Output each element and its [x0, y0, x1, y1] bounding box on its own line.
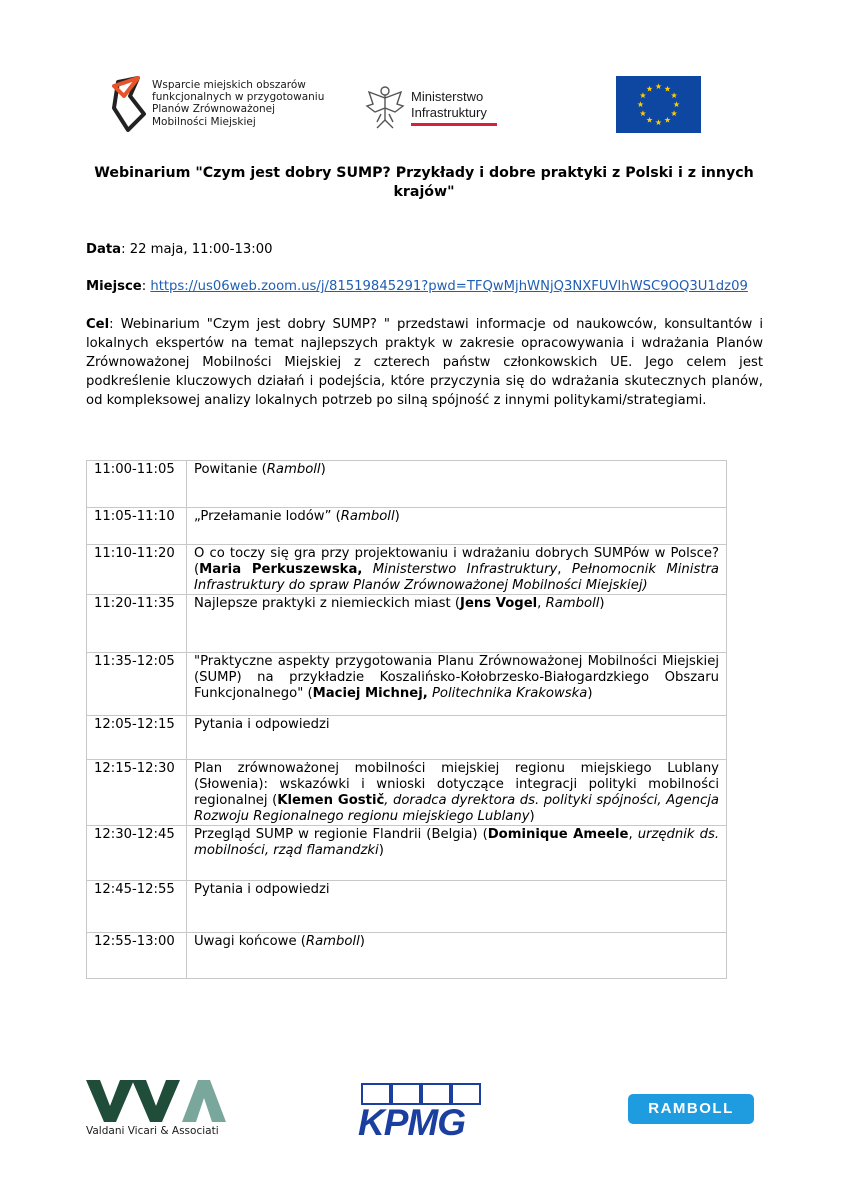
description-text: Uwagi końcowe (: [194, 934, 306, 949]
agenda-description: [187, 760, 727, 826]
agenda-row: [87, 760, 727, 826]
eu-star-icon: [637, 101, 643, 107]
affiliation-text: Ramboll: [340, 509, 395, 524]
description-text: ): [529, 809, 535, 824]
place-label: Miejsce: [86, 279, 142, 294]
eu-star-icon: [664, 86, 670, 92]
agenda-table: [86, 460, 727, 979]
description-text: ): [378, 843, 384, 858]
agenda-description: [187, 545, 727, 595]
description-text: ): [599, 596, 605, 611]
description-text: Pytania i odpowiedzi: [194, 882, 330, 897]
description-text: „Przełamanie lodów” (: [194, 509, 341, 524]
affiliation-text: Pełnomocnik Ministra Infrastruktury do spraw Planów Zrównoważonej Mobilności Miejskiej): [194, 562, 719, 593]
eu-star-icon: [646, 117, 652, 123]
agenda-time: 12:05-12:15: [87, 716, 187, 760]
kpmg-logo: [358, 1082, 490, 1143]
description-text: ,: [628, 827, 638, 842]
agenda-time: 11:10-11:20: [87, 545, 187, 595]
affiliation-text: , doradca dyrektora ds. polityki spójności, Agencja Rozwoju Regionalnego regionu miejskiego Lublany: [194, 793, 719, 824]
eu-star-icon: [664, 117, 670, 123]
speaker-name: Klemen Gostič: [277, 793, 385, 808]
agenda-time: 11:00-11:05: [87, 461, 187, 508]
vva-caption: Valdani Vicari & Associati: [86, 1125, 219, 1137]
agenda-time: 11:20-11:35: [87, 595, 187, 653]
eagle-emblem-icon: [365, 84, 405, 130]
description-text: Pytania i odpowiedzi: [194, 717, 330, 732]
date-value: : 22 maja, 11:00-13:00: [121, 242, 273, 257]
description-text: ): [394, 509, 400, 524]
affiliation-text: Politechnika Krakowska: [427, 686, 588, 701]
agenda-row: [87, 461, 727, 508]
goal-label: Cel: [86, 317, 110, 332]
zoom-link[interactable]: https://us06web.zoom.us/j/81519845291?pwd=TFQwMjhWNjQ3NXFUVlhWSC9OQ3U1dz09: [150, 279, 748, 294]
agenda-time: 11:35-12:05: [87, 653, 187, 716]
eu-star-icon: [646, 86, 652, 92]
agenda-time: 12:45-12:55: [87, 881, 187, 933]
ministry-logo: [365, 84, 515, 134]
eu-star-icon: [655, 83, 661, 89]
description-text: O co toczy się gra przy projektowaniu i wdrażaniu dobrych SUMPów w Polsce? (: [194, 546, 719, 577]
sump-route-icon: [108, 74, 150, 134]
sump-logo-text: Wsparcie miejskich obszarów funkcjonalnych w przygotowaniu Planów Zrównoważonej Mobilności Miejskiej: [152, 79, 325, 128]
agenda-row: [87, 508, 727, 545]
affiliation-text: Ministerstwo Infrastruktury: [362, 562, 558, 577]
description-text: ): [320, 462, 326, 477]
goal-text: : Webinarium "Czym jest dobry SUMP? " przedstawi informacje od naukowców, konsultantów i lokalnych ekspertów na temat najlepszych praktyk w zakresie opracowywania i wdrażania Planów Zrównoważonej Mobilności Miejskiej z czterech państw członkowskich UE. Jego celem jest podkreślenie kluczowych działań i podejścia, które przyczynia się do wdrażania skutecznych planów, od kompleksowej analizy lokalnych potrzeb po silną spójność z innymi politykami/strategiami.: [86, 317, 763, 408]
description-text: Najlepsze praktyki z niemieckich miast (: [194, 596, 461, 611]
eu-star-icon: [640, 110, 646, 116]
vva-mark-icon: [86, 1080, 228, 1122]
agenda-description: [187, 595, 727, 653]
description-text: ,: [557, 562, 572, 577]
speaker-name: Jens Vogel: [460, 596, 538, 611]
document-title: Webinarium "Czym jest dobry SUMP? Przykłady i dobre praktyki z Polski i z innych krajów": [94, 165, 754, 200]
affiliation-text: Ramboll: [266, 462, 321, 477]
agenda-description: [187, 881, 727, 933]
affiliation-text: Ramboll: [545, 596, 600, 611]
ramboll-logo: [628, 1094, 754, 1124]
eu-flag: [616, 76, 701, 133]
ministry-name: Ministerstwo Infrastruktury: [411, 89, 487, 120]
eu-star-icon: [640, 92, 646, 98]
agenda-description: [187, 653, 727, 716]
speaker-name: Maria Perkuszewska,: [199, 562, 363, 577]
agenda-description: [187, 716, 727, 760]
agenda-row: [87, 716, 727, 760]
affiliation-text: Ramboll: [305, 934, 360, 949]
agenda-description: [187, 461, 727, 508]
agenda-row: [87, 653, 727, 716]
ministry-red-bar: [411, 123, 497, 126]
sump-support-logo: [108, 74, 338, 134]
agenda-row: [87, 826, 727, 881]
description-text: Przegląd SUMP w regionie Flandrii (Belgia) (: [194, 827, 488, 842]
date-line: [86, 240, 273, 259]
eu-star-icon: [671, 92, 677, 98]
ramboll-wordmark: RAMBOLL: [648, 1100, 734, 1117]
eu-star-icon: [671, 110, 677, 116]
description-text: "Praktyczne aspekty przygotowania Planu Zrównoważonej Mobilności Miejskiej (SUMP) na przykładzie Koszalińsko-Kołobrzesko-Białogardzkiego Obszaru Funkcjonalnego" (: [194, 654, 719, 701]
agenda-row: [87, 881, 727, 933]
agenda-description: [187, 933, 727, 979]
eu-stars-icon: [616, 76, 701, 133]
speaker-name: Maciej Michnej,: [312, 686, 428, 701]
description-text: ): [359, 934, 365, 949]
agenda-description: [187, 508, 727, 545]
description-text: Powitanie (: [194, 462, 267, 477]
eu-star-icon: [673, 101, 679, 107]
kpmg-wordmark: KPMG: [358, 1102, 465, 1143]
agenda-row: [87, 545, 727, 595]
agenda-time: 12:30-12:45: [87, 826, 187, 881]
agenda-time: 12:55-13:00: [87, 933, 187, 979]
agenda-row: [87, 595, 727, 653]
place-line: [86, 277, 748, 296]
speaker-name: Dominique Ameele: [487, 827, 629, 842]
vva-logo: [86, 1080, 236, 1140]
description-text: ,: [537, 596, 546, 611]
description-text: ): [587, 686, 593, 701]
agenda-row: [87, 933, 727, 979]
description-text: Plan zrównoważonej mobilności miejskiej regionu miejskiego Lublany (Słowenia): wskazówki i wnioski dotyczące integracji polityki mobilności regionalnej (: [194, 761, 719, 808]
goal-paragraph: [86, 315, 763, 410]
place-separator: :: [141, 279, 151, 294]
eu-star-icon: [655, 119, 661, 125]
affiliation-text: urzędnik ds. mobilności, rząd flamandzki: [194, 827, 720, 858]
agenda-time: 12:15-12:30: [87, 760, 187, 826]
agenda-time: 11:05-11:10: [87, 508, 187, 545]
agenda-description: [187, 826, 727, 881]
date-label: Data: [86, 242, 122, 257]
